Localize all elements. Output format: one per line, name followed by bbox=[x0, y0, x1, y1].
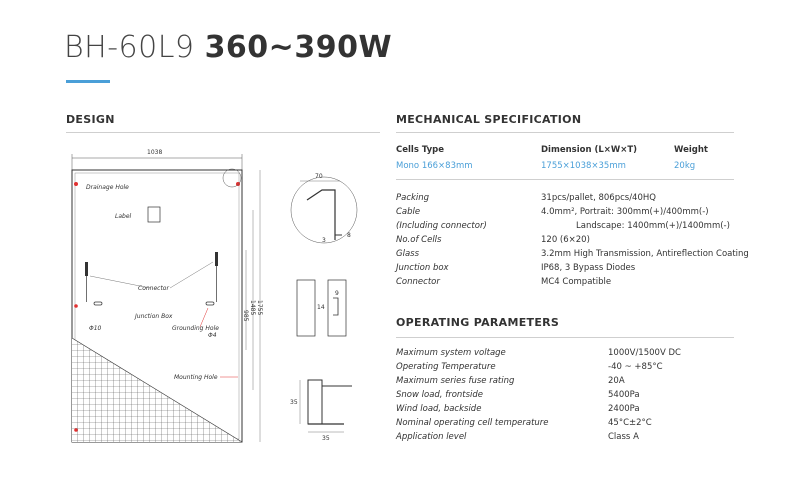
drainage-hole-marker bbox=[74, 182, 78, 186]
svg-text:9: 9 bbox=[335, 290, 339, 297]
spec-divider bbox=[396, 179, 734, 180]
svg-text:14: 14 bbox=[317, 304, 325, 311]
mechanical-rule bbox=[396, 132, 734, 133]
design-rule bbox=[66, 132, 380, 133]
spec-header-cells: Cells Type bbox=[396, 145, 445, 155]
junction-box-label: Junction Box bbox=[135, 313, 173, 320]
title-accent-bar bbox=[66, 80, 110, 83]
width-dim-label: 1038 bbox=[147, 149, 163, 156]
frame-corner-detail bbox=[291, 173, 357, 244]
spec-header-weight: Weight bbox=[674, 145, 708, 155]
spec-value-dimension: 1755×1038×35mm bbox=[541, 161, 626, 171]
dim-1485: 1485 bbox=[249, 300, 256, 316]
label-text: Label bbox=[115, 213, 132, 220]
connector-label: Connector bbox=[138, 285, 169, 292]
drainage-hole-label: Drainage Hole bbox=[86, 184, 129, 191]
dim-1755: 1755 bbox=[256, 300, 263, 316]
power-range: 360~390W bbox=[204, 30, 393, 65]
spec-value-weight: 20kg bbox=[674, 161, 696, 171]
frame-section-detail bbox=[290, 380, 352, 442]
dim-985: 985 bbox=[242, 310, 249, 322]
spec-value-cells: Mono 166×83mm bbox=[396, 161, 473, 171]
svg-text:35: 35 bbox=[322, 435, 330, 442]
svg-text:35: 35 bbox=[290, 399, 298, 406]
svg-text:3: 3 bbox=[322, 237, 326, 244]
page-title bbox=[64, 30, 392, 65]
mounting-hole-label: Mounting Hole bbox=[174, 374, 218, 381]
svg-text:70: 70 bbox=[315, 173, 323, 180]
phi4-label: Φ4 bbox=[208, 332, 217, 339]
grounding-hole-label: Grounding Hole bbox=[172, 325, 219, 332]
svg-text:8: 8 bbox=[347, 232, 351, 239]
mechanical-heading: MECHANICAL SPECIFICATION bbox=[396, 113, 582, 126]
panel-drawing bbox=[60, 140, 360, 450]
phi10-label: Φ10 bbox=[89, 325, 102, 332]
label-box bbox=[148, 207, 160, 222]
operating-heading: OPERATING PARAMETERS bbox=[396, 316, 560, 329]
frame-side-detail bbox=[297, 280, 346, 336]
operating-rule bbox=[396, 337, 734, 338]
design-heading: DESIGN bbox=[66, 113, 115, 126]
model-name: BH-60L9 bbox=[64, 30, 195, 65]
spec-header-dimension: Dimension (L×W×T) bbox=[541, 145, 638, 155]
